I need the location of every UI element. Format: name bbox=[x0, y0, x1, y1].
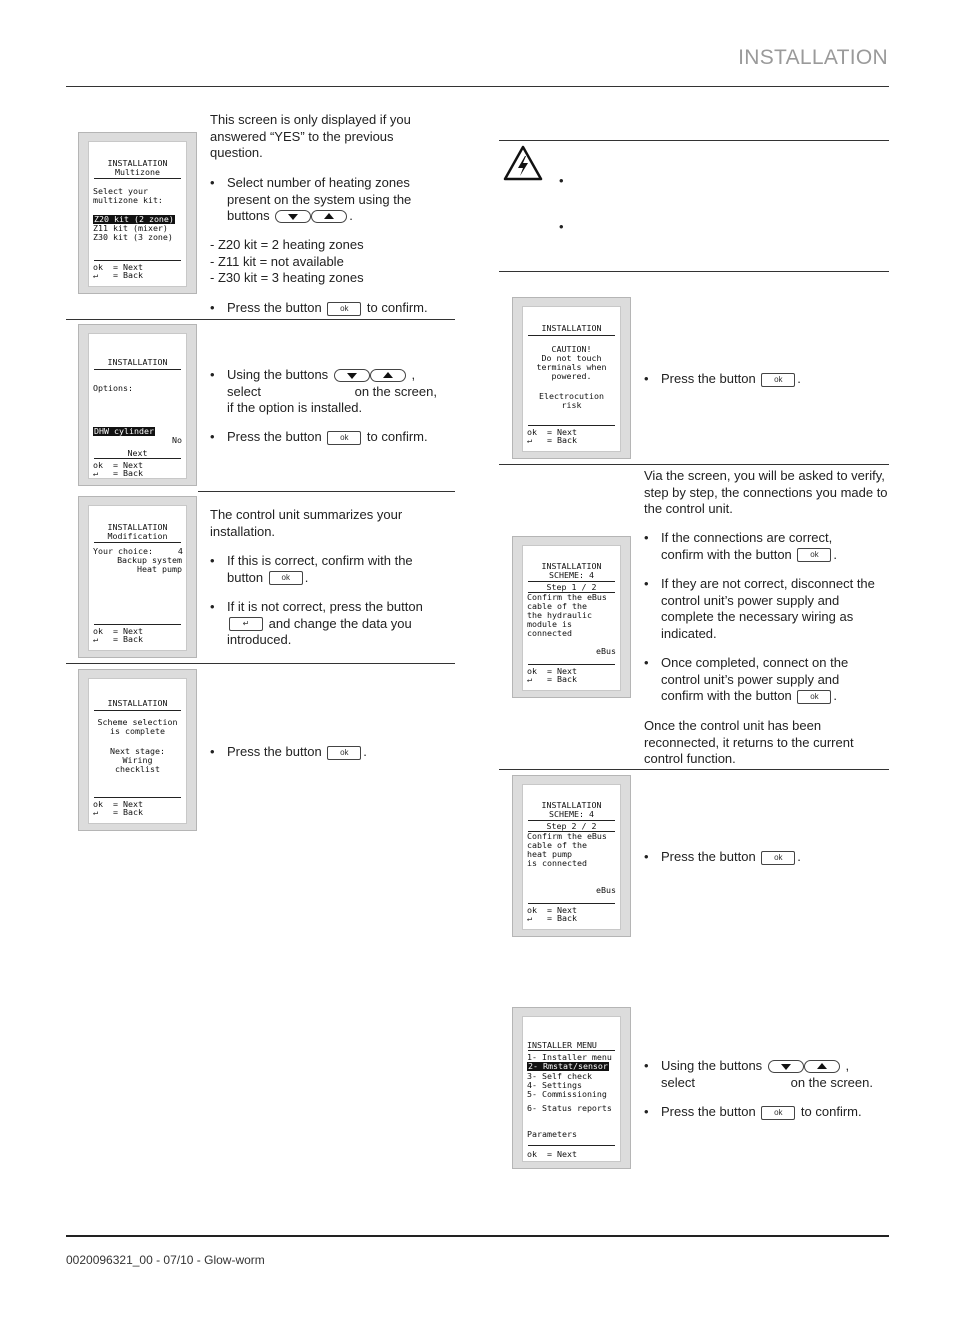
instruction-text: select bbox=[227, 383, 261, 399]
lcd-title: INSTALLATION bbox=[107, 698, 168, 708]
instruction-text: . bbox=[833, 688, 838, 703]
intro-text: Via the screen, you will be asked to verify, step by step, the connections you made to the control unit. bbox=[644, 468, 888, 516]
zone-info: - Z20 kit = 2 heating zones bbox=[210, 237, 364, 252]
lcd-line: Do not touch bbox=[541, 353, 602, 363]
lcd-line: Backup system bbox=[117, 555, 182, 565]
instruction-text: on the screen, bbox=[354, 383, 437, 399]
section-divider bbox=[499, 464, 889, 465]
section-divider bbox=[198, 491, 455, 492]
lcd-divider bbox=[94, 260, 181, 261]
lcd-line: is connected bbox=[527, 858, 587, 868]
control-unit-screen-options bbox=[78, 324, 197, 486]
ok-button-icon: ok bbox=[761, 373, 795, 387]
lcd-subtitle: SCHEME: 4 bbox=[549, 809, 594, 819]
lcd-menu-item: 4- Settings bbox=[527, 1080, 582, 1090]
instruction-text: . bbox=[363, 744, 367, 759]
instruction-text: and change the data you introduced. bbox=[227, 615, 412, 647]
footer-divider bbox=[66, 1235, 889, 1237]
instruction-bullet bbox=[227, 599, 452, 649]
lcd-footer-next: ok = Next bbox=[527, 1149, 577, 1159]
lcd-option: Z11 kit (mixer) bbox=[93, 223, 168, 233]
lcd-divider bbox=[94, 624, 181, 625]
lcd-line: powered. bbox=[551, 371, 592, 381]
footer-text: 0020096321_00 - 07/10 - Glow-worm bbox=[66, 1253, 265, 1267]
lcd-footer-back: ↵ = Back bbox=[93, 634, 143, 644]
instruction-text: Press the button bbox=[227, 300, 322, 315]
instruction-text: Press the button bbox=[227, 744, 322, 759]
instruction-bullet bbox=[227, 429, 457, 446]
ok-button-icon: ok bbox=[327, 746, 361, 760]
lcd-footer-back: ↵ = Back bbox=[93, 270, 143, 280]
instruction-bullet bbox=[661, 530, 876, 563]
lcd-bus: eBus bbox=[596, 885, 616, 895]
lcd-line: Confirm the eBus bbox=[527, 592, 607, 602]
lcd-divider bbox=[528, 903, 615, 904]
instruction-text: to confirm. bbox=[366, 429, 428, 444]
lcd-footer-next: ok = Next bbox=[527, 427, 577, 437]
lcd-divider bbox=[528, 335, 615, 336]
instruction-bullet bbox=[661, 1058, 889, 1091]
ok-button-icon: ok bbox=[797, 690, 831, 704]
lcd-line: heat pump bbox=[527, 849, 572, 859]
ok-button-icon: ok bbox=[327, 431, 361, 445]
instruction-bullet: • If they are not correct, disconnect the control unit’s power supply and complete the necessary wiring as indicated. bbox=[661, 576, 881, 642]
lcd-title: INSTALLATION bbox=[107, 158, 168, 168]
instruction-text: Using the buttons bbox=[227, 367, 329, 382]
lcd-title: INSTALLATION bbox=[541, 800, 602, 810]
lcd-line: Confirm the eBus bbox=[527, 831, 607, 841]
lcd-footer-next: ok = Next bbox=[527, 905, 577, 915]
instruction-text: Select number of heating zones present on the system using the buttons bbox=[227, 175, 412, 223]
page-header-title: INSTALLATION bbox=[738, 46, 888, 69]
instruction-bullet bbox=[661, 655, 876, 705]
intro-text: The control unit summarizes your installation. bbox=[210, 507, 403, 539]
instruction-text: Press the button bbox=[661, 849, 756, 864]
lcd-line: Your choice: 4 bbox=[93, 546, 183, 556]
lcd-step: Step 1 / 2 bbox=[546, 582, 597, 592]
lcd-line: module is bbox=[527, 619, 572, 629]
lcd-parameters: Parameters bbox=[527, 1129, 577, 1139]
control-unit-screen-multizone bbox=[78, 132, 197, 294]
lcd-menu-item: 1- Installer menu bbox=[527, 1052, 612, 1062]
instruction-text: . bbox=[833, 546, 838, 562]
lcd-line: is complete bbox=[110, 726, 165, 736]
lcd-divider bbox=[528, 1145, 615, 1146]
instruction-bullet bbox=[661, 371, 881, 388]
instruction-text: If it is not correct, press the button bbox=[227, 599, 423, 614]
ok-button-icon: ok bbox=[327, 302, 361, 316]
section-divider bbox=[66, 663, 455, 664]
lcd-footer-next: ok = Next bbox=[93, 460, 143, 470]
instruction-text: , bbox=[411, 367, 416, 382]
ok-button-icon: ok bbox=[797, 548, 831, 562]
instruction-text: Once completed, connect on the control unit’s power supply and confirm with the button bbox=[661, 655, 849, 703]
instruction-text: select bbox=[661, 1074, 695, 1090]
intro-text: This screen is only displayed if you answered “YES” to the previous question. bbox=[210, 112, 411, 160]
lcd-menu-item-selected: 2- Rmstat/sensor bbox=[528, 1061, 608, 1071]
section-divider bbox=[499, 140, 889, 141]
section-divider bbox=[66, 319, 455, 320]
lcd-option: Z30 kit (3 zone) bbox=[93, 232, 173, 242]
instruction-text: to confirm. bbox=[366, 300, 428, 315]
lcd-footer-next: ok = Next bbox=[527, 666, 577, 676]
lcd-footer-back: ↵ = Back bbox=[93, 807, 143, 817]
zone-info: - Z11 kit = not available bbox=[210, 254, 344, 269]
lcd-divider bbox=[94, 710, 181, 711]
lcd-footer-back: ↵ = Back bbox=[93, 468, 143, 478]
instruction-text: . bbox=[797, 371, 801, 386]
lcd-divider bbox=[94, 542, 181, 543]
lcd-title: INSTALLATION bbox=[107, 522, 168, 532]
lcd-menu-item: 3- Self check bbox=[527, 1071, 592, 1081]
lcd-subtitle: Multizone bbox=[115, 167, 160, 177]
instruction-text: Using the buttons bbox=[661, 1058, 763, 1073]
instruction-text: on the screen. bbox=[790, 1074, 873, 1090]
lcd-footer-next: ok = Next bbox=[93, 262, 143, 272]
instruction-bullet bbox=[227, 300, 457, 317]
lcd-divider bbox=[528, 1050, 615, 1051]
lcd-divider bbox=[94, 369, 181, 370]
lcd-subtitle: SCHEME: 4 bbox=[549, 570, 594, 580]
lcd-line: Wiring bbox=[122, 755, 153, 765]
lcd-footer-back: ↵ = Back bbox=[527, 435, 577, 445]
lcd-divider bbox=[94, 458, 181, 459]
lcd-line: terminals when bbox=[536, 362, 607, 372]
arrow-buttons-icon bbox=[275, 210, 347, 223]
instruction-text: , bbox=[845, 1058, 850, 1073]
lcd-line: connected bbox=[527, 628, 572, 638]
back-button-icon: ↵ bbox=[229, 617, 263, 631]
lcd-title: INSTALLATION bbox=[107, 357, 168, 367]
lcd-selected-option: Z20 kit (2 zone) bbox=[94, 214, 174, 224]
lcd-footer-next: ok = Next bbox=[93, 799, 143, 809]
instruction-bullet bbox=[661, 1104, 889, 1121]
high-voltage-warning-icon bbox=[503, 145, 543, 181]
lcd-line: cable of the bbox=[527, 601, 587, 611]
lcd-divider bbox=[94, 797, 181, 798]
lcd-step: Step 2 / 2 bbox=[546, 821, 597, 831]
lcd-line: Scheme selection bbox=[97, 717, 178, 727]
section-divider bbox=[499, 271, 889, 272]
ok-button-icon: ok bbox=[761, 851, 795, 865]
instruction-text: . bbox=[349, 208, 353, 223]
lcd-line: Options: bbox=[93, 383, 133, 393]
instruction-bullet bbox=[661, 849, 881, 866]
lcd-divider bbox=[528, 664, 615, 665]
zone-info: - Z30 kit = 3 heating zones bbox=[210, 270, 364, 285]
control-unit-screen-modification bbox=[78, 496, 197, 658]
ok-button-icon: ok bbox=[269, 571, 303, 585]
instruction-text: if the option is installed. bbox=[227, 400, 363, 415]
lcd-menu-item: 5- Commissioning bbox=[527, 1089, 607, 1099]
arrow-buttons-icon bbox=[334, 369, 406, 382]
instruction-text: If this is correct, confirm with the button bbox=[227, 553, 413, 585]
lcd-title: INSTALLATION bbox=[541, 561, 602, 571]
instruction-text: Press the button bbox=[227, 429, 322, 444]
instruction-text: . bbox=[797, 849, 801, 864]
lcd-footer-back: ↵ = Back bbox=[527, 913, 577, 923]
lcd-menu-item: 6- Status reports bbox=[527, 1103, 612, 1113]
header-divider bbox=[66, 86, 889, 87]
lcd-divider bbox=[94, 178, 181, 179]
lcd-divider bbox=[528, 425, 615, 426]
lcd-line: Electrocution bbox=[539, 391, 604, 401]
control-unit-screen-scheme-step1 bbox=[512, 536, 631, 698]
ok-button-icon: ok bbox=[761, 1106, 795, 1120]
instruction-text: . bbox=[304, 569, 309, 585]
control-unit-screen-caution bbox=[512, 297, 631, 459]
lcd-footer-next: ok = Next bbox=[93, 626, 143, 636]
lcd-line: the hydraulic bbox=[527, 610, 592, 620]
instruction-text: Press the button bbox=[661, 1104, 756, 1119]
lcd-line: Next stage: bbox=[110, 746, 165, 756]
lcd-line: CAUTION! bbox=[551, 344, 592, 354]
lcd-footer-back: ↵ = Back bbox=[527, 674, 577, 684]
instruction-bullet bbox=[227, 175, 447, 225]
lcd-selected-option: DHW cylinder bbox=[94, 426, 154, 436]
outro-text: Once the control unit has been reconnected, it returns to the current control function. bbox=[644, 718, 854, 766]
lcd-line: Heat pump bbox=[137, 564, 182, 574]
lcd-subtitle: Modification bbox=[107, 531, 168, 541]
control-unit-screen-installer-menu bbox=[512, 1007, 631, 1169]
instruction-bullet bbox=[227, 367, 452, 417]
lcd-line: cable of the bbox=[527, 840, 587, 850]
lcd-bus: eBus bbox=[596, 646, 616, 656]
lcd-line: risk bbox=[561, 400, 582, 410]
lcd-value: No bbox=[172, 435, 182, 445]
instruction-bullet bbox=[227, 744, 447, 761]
instruction-text: If the connections are correct, confirm with the button bbox=[661, 530, 833, 562]
arrow-buttons-icon bbox=[768, 1060, 840, 1073]
lcd-title: INSTALLATION bbox=[541, 323, 602, 333]
section-divider bbox=[499, 769, 889, 770]
lcd-line: multizone kit: bbox=[93, 195, 163, 205]
control-unit-screen-scheme-step2 bbox=[512, 775, 631, 937]
lcd-title: INSTALLER MENU bbox=[527, 1040, 597, 1050]
instruction-text: Press the button bbox=[661, 371, 756, 386]
instruction-bullet bbox=[227, 553, 442, 586]
lcd-line: checklist bbox=[115, 764, 160, 774]
lcd-next: Next bbox=[127, 448, 148, 458]
lcd-line: Select your bbox=[93, 186, 148, 196]
instruction-text: to confirm. bbox=[800, 1104, 862, 1119]
control-unit-screen-scheme-complete bbox=[78, 669, 197, 831]
